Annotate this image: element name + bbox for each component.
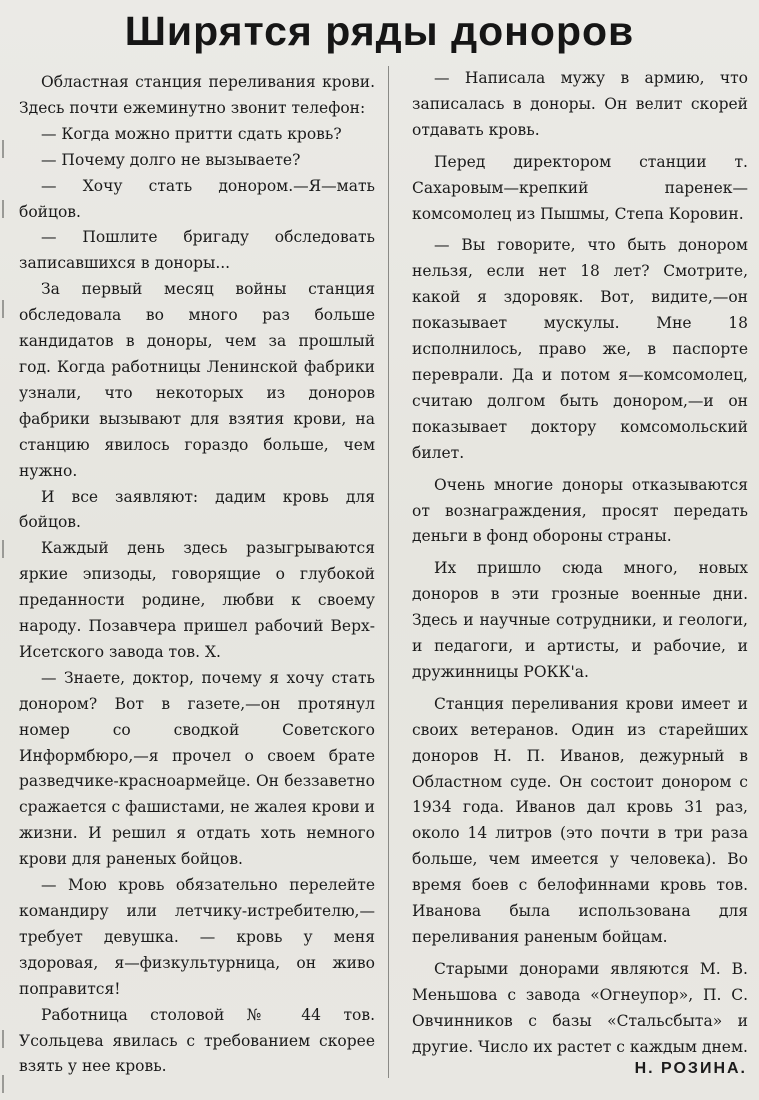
column-divider [388, 66, 389, 1078]
paragraph: — Знаете, доктор, почему я хочу стать донором? Вот в газете,—он протянул номер со сводкой Советского Информбюро,—я прочел о своем брате разведчике-красноармейце. Он беззаветно сражается с фашистами, не жалея крови и жизни. И решил я отдать хоть немного крови для раненых бойцов. [19, 668, 375, 869]
paragraph: — Пошлите бригаду обследовать записавшихся в доноры... [19, 228, 375, 273]
margin-mark [2, 300, 4, 318]
paragraph: И все заявляют: дадим кровь для бойцов. [19, 487, 375, 532]
paragraph: — Мою кровь обязательно перелейте командиру или летчику-истребителю,—требует девушка. — кровь у меня здоровая, я—физкультурница, он живо поправится! [19, 876, 375, 998]
article-headline: Ширятся ряды доноров [124, 8, 635, 54]
paragraph: Областная станция переливания крови. Здесь почти ежеминутно звонит телефон: [19, 73, 375, 117]
paragraph: Их пришло сюда много, новых доноров в эти грозные военные дни. Здесь и научные сотрудники, и геологи, и педагоги, и артисты, и рабочие, и дружинницы РОКК'а. [412, 559, 748, 681]
margin-mark [2, 1030, 4, 1048]
paragraph: За первый месяц войны станция обследовала во много раз больше кандидатов в доноры, чем за прошлый год. Когда работницы Ленинской фабрики узнали, что некоторых из доноров фабрики вызывают для взятия крови, на станцию явилось гораздо больше, чем нужно. [19, 280, 375, 480]
left-column [19, 70, 375, 1080]
paragraph: Старыми донорами являются М. В. Меньшова с завода «Огнеупор», П. С. Овчинников с базы «Стальсбыта» и другие. Число их растет с каждым днем. [412, 959, 748, 1056]
paragraph: Очень многие доноры отказываются от вознаграждения, просят передать деньги в фонд обороны страны. [412, 475, 748, 546]
paragraph: — Хочу стать донором.—Я—мать бойцов. [19, 176, 375, 221]
paragraph: — Почему долго не вызываете? [41, 150, 301, 169]
margin-mark [2, 140, 4, 158]
paragraph: Работница столовой № 44 тов. Усольцева явилась с требованием скорее взять у нее кровь. [19, 1005, 375, 1076]
paragraph: Станция переливания крови имеет и своих ветеранов. Один из старейших доноров Н. П. Иванов, дежурный в Областном суде. Он состоит донором с 1934 года. Иванов дал кровь 31 раз, около 14 литров (это почти в три раза больше, чем имеется у человека). Во время боев с белофиннами кровь тов. Иванова была использована для переливания раненым бойцам. [412, 694, 748, 946]
paragraph: — Когда можно притти сдать кровь? [41, 124, 342, 143]
right-column [412, 66, 748, 1061]
paragraph: — Написала мужу в армию, что записалась в доноры. Он велит скорей отдавать кровь. [412, 69, 748, 139]
paragraph: Каждый день здесь разыгрываются яркие эпизоды, говорящие о глубокой преданности родине, любви к своему народу. Позавчера пришел рабочий Верх-Исетского завода тов. Х. [19, 539, 375, 661]
author-signature: Н. РОЗИНА. [634, 1060, 747, 1077]
paragraph: Перед директором станции т. Сахаровым—крепкий паренек—комсомолец из Пышмы, Степа Коровин. [412, 152, 748, 223]
margin-mark [2, 1075, 4, 1093]
margin-mark [2, 200, 4, 218]
paragraph: — Вы говорите, что быть донором нельзя, если нет 18 лет? Смотрите, какой я здоровяк. Вот, видите,—он показывает мускулы. Мне 18 исполнилось, право же, в паспорте переврали. Да и потом я—комсомолец, считаю долгом быть донором,—и он показывает доктору комсомольский билет. [412, 236, 748, 462]
margin-mark [2, 540, 4, 558]
